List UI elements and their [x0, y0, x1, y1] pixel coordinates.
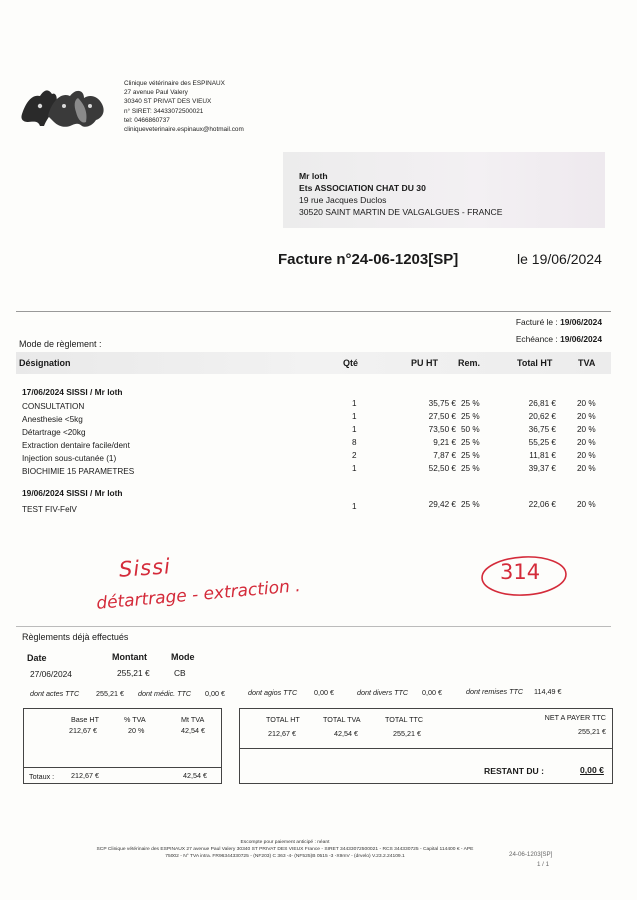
footer-legal	[70, 839, 500, 860]
payments-header-mode: Mode	[171, 652, 195, 662]
tva-header-base: Base HT	[71, 715, 99, 724]
section-title: 17/06/2024 SISSI / Mr loth	[22, 387, 123, 397]
line-rem: 25 %	[461, 438, 480, 447]
line-tva: 20 %	[577, 425, 596, 434]
divider	[239, 748, 613, 749]
line-tva: 20 %	[577, 412, 596, 421]
payment-mode-label: Mode de règlement :	[19, 339, 102, 349]
breakdown-label: dont divers TTC	[357, 688, 409, 697]
payments-header-amount: Montant	[112, 652, 147, 662]
line-total: 20,62 €	[528, 412, 556, 421]
footer-ref: 24-06-1203[SP]	[509, 851, 553, 858]
line-pu: 7,87 €	[433, 451, 456, 460]
line-total: 22,06 €	[528, 500, 556, 509]
line-qty: 1	[352, 425, 357, 434]
total-ttc-label: TOTAL TTC	[385, 715, 424, 724]
header-pu: PU HT	[411, 358, 438, 368]
net-to-pay-label: NET A PAYER TTC	[544, 713, 606, 722]
line-pu: 29,42 €	[428, 500, 456, 509]
header-designation: Désignation	[19, 358, 71, 368]
remaining-value: 0,00 €	[580, 765, 604, 775]
line-pu: 52,50 €	[428, 464, 456, 473]
total-ht-label: TOTAL HT	[266, 715, 300, 724]
payment-mode: CB	[174, 668, 186, 678]
clinic-line: Clinique vétérinaire des ESPINAUX	[124, 80, 225, 87]
line-label: CONSULTATION	[22, 402, 85, 411]
line-label: TEST FIV-FelV	[22, 505, 77, 514]
handwritten-number: 314	[500, 560, 541, 584]
tva-header-rate: % TVA	[124, 715, 146, 724]
handwritten-name: Sissi	[118, 554, 172, 582]
tva-header-amount: Mt TVA	[181, 715, 205, 724]
header-rem: Rem.	[458, 358, 481, 368]
line-total: 11,81 €	[529, 451, 556, 460]
divider	[16, 626, 611, 627]
breakdown-label: dont agios TTC	[248, 688, 298, 697]
line-tva: 20 %	[577, 399, 596, 408]
total-ttc-value: 255,21 €	[393, 729, 421, 738]
clinic-line: cliniqueveterinaire.espinaux@hotmail.com	[124, 126, 244, 134]
totals-base: 212,67 €	[71, 771, 99, 780]
billed-label: Facturé le :	[515, 317, 558, 327]
net-to-pay-value: 255,21 €	[578, 727, 606, 736]
line-pu: 35,75 €	[428, 399, 456, 408]
clinic-address	[124, 79, 244, 134]
footer-page: 1 / 1	[537, 861, 550, 868]
total-tva-value: 42,54 €	[334, 729, 358, 738]
line-tva: 20 %	[577, 500, 596, 509]
breakdown-label: dont remises TTC	[466, 687, 524, 696]
recipient-org: Ets ASSOCIATION CHAT DU 30	[299, 183, 426, 193]
line-tva: 20 %	[577, 451, 596, 460]
line-total: 36,75 €	[528, 425, 556, 434]
billing-dates	[516, 314, 602, 348]
due-value: 19/06/2024	[560, 334, 602, 344]
line-qty: 8	[352, 438, 357, 447]
footer-line: Escompte pour paiement anticipé : néant	[240, 840, 330, 845]
breakdown-value: 0,00 €	[422, 688, 442, 697]
invoice-date: le 19/06/2024	[517, 251, 602, 267]
clinic-line: 27 avenue Paul Valery	[124, 89, 188, 97]
cat-dog-silhouette-logo	[18, 82, 110, 132]
line-tva: 20 %	[577, 438, 596, 447]
tva-amount: 42,54 €	[181, 726, 205, 735]
line-tva: 20 %	[577, 464, 596, 473]
totals-label: Totaux :	[29, 772, 55, 781]
line-rem: 50 %	[461, 425, 480, 434]
header-total: Total HT	[517, 358, 553, 368]
line-total: 55,25 €	[528, 438, 556, 447]
line-qty: 1	[352, 399, 357, 408]
remaining-label: RESTANT DU :	[484, 766, 544, 776]
footer-line: 75002 - N° TVA intra. FR96344330725 - (NF203) C 363 -4- (NF525)B 0515 -3 -X9mV - (drvelo) V.23.2.24109.1	[165, 854, 405, 859]
clinic-line: 30340 ST PRIVAT DES VIEUX	[124, 98, 212, 106]
payments-title: Règlements déjà effectués	[22, 632, 129, 642]
header-tva: TVA	[578, 358, 596, 368]
line-label: Anesthesie <5kg	[22, 415, 83, 424]
breakdown-value: 114,49 €	[534, 687, 562, 696]
total-ht-value: 212,67 €	[268, 729, 296, 738]
line-label: Extraction dentaire facile/dent	[22, 441, 130, 450]
line-label: Détartrage <20kg	[22, 428, 86, 437]
line-qty: 1	[352, 464, 357, 473]
payment-date: 27/06/2024	[30, 669, 72, 679]
line-rem: 25 %	[461, 399, 480, 408]
tva-base: 212,67 €	[69, 726, 97, 735]
breakdown-value: 0,00 €	[314, 688, 334, 697]
payment-amount: 255,21 €	[117, 668, 150, 678]
recipient-address	[299, 170, 502, 218]
line-rem: 25 %	[461, 451, 480, 460]
line-rem: 25 %	[461, 464, 480, 473]
clinic-line: tel: 0466860737	[124, 116, 170, 124]
tva-rate: 20 %	[128, 726, 145, 735]
line-label: BIOCHIMIE 15 PARAMETRES	[22, 467, 135, 476]
line-pu: 9,21 €	[433, 438, 456, 447]
line-label: Injection sous-cutanée (1)	[22, 454, 117, 463]
divider	[16, 311, 611, 312]
clinic-line: n° SIRET: 34433072500021	[124, 107, 204, 115]
handwritten-note: détartrage - extraction .	[95, 576, 302, 614]
due-label: Echéance :	[515, 334, 558, 344]
line-rem: 25 %	[461, 500, 480, 509]
totals-tva: 42,54 €	[183, 771, 207, 780]
total-tva-label: TOTAL TVA	[323, 715, 361, 724]
recipient-city: 30520 SAINT MARTIN DE VALGALGUES - FRANCE	[299, 207, 503, 217]
section-title: 19/06/2024 SISSI / Mr loth	[22, 488, 123, 498]
divider	[23, 767, 222, 768]
breakdown-label: dont médic. TTC	[138, 689, 192, 698]
header-qty: Qté	[343, 358, 359, 368]
line-qty: 2	[352, 451, 357, 460]
recipient-name: Mr loth	[299, 171, 328, 181]
breakdown-value: 0,00 €	[205, 689, 225, 698]
billed-value: 19/06/2024	[560, 317, 602, 327]
line-qty: 1	[352, 502, 357, 511]
line-total: 39,37 €	[528, 464, 556, 473]
line-pu: 27,50 €	[428, 412, 456, 421]
invoice-title: Facture n°24-06-1203[SP]	[278, 251, 459, 268]
line-qty: 1	[352, 412, 357, 421]
breakdown-value: 255,21 €	[96, 689, 124, 698]
line-total: 26,81 €	[528, 399, 556, 408]
recipient-street: 19 rue Jacques Duclos	[299, 195, 387, 205]
breakdown-label: dont actes TTC	[30, 689, 80, 698]
footer-line: SCP Clinique vétérinaire des ESPINAUX 27 avenue Paul Valery 30340 ST PRIVAT DES VIEUX France - SIRET 34433072500021 - RCS 344330725 - Capital 114400 € - APE	[96, 847, 474, 852]
line-rem: 25 %	[461, 412, 480, 421]
line-pu: 73,50 €	[428, 425, 456, 434]
payments-header-date: Date	[27, 653, 47, 663]
